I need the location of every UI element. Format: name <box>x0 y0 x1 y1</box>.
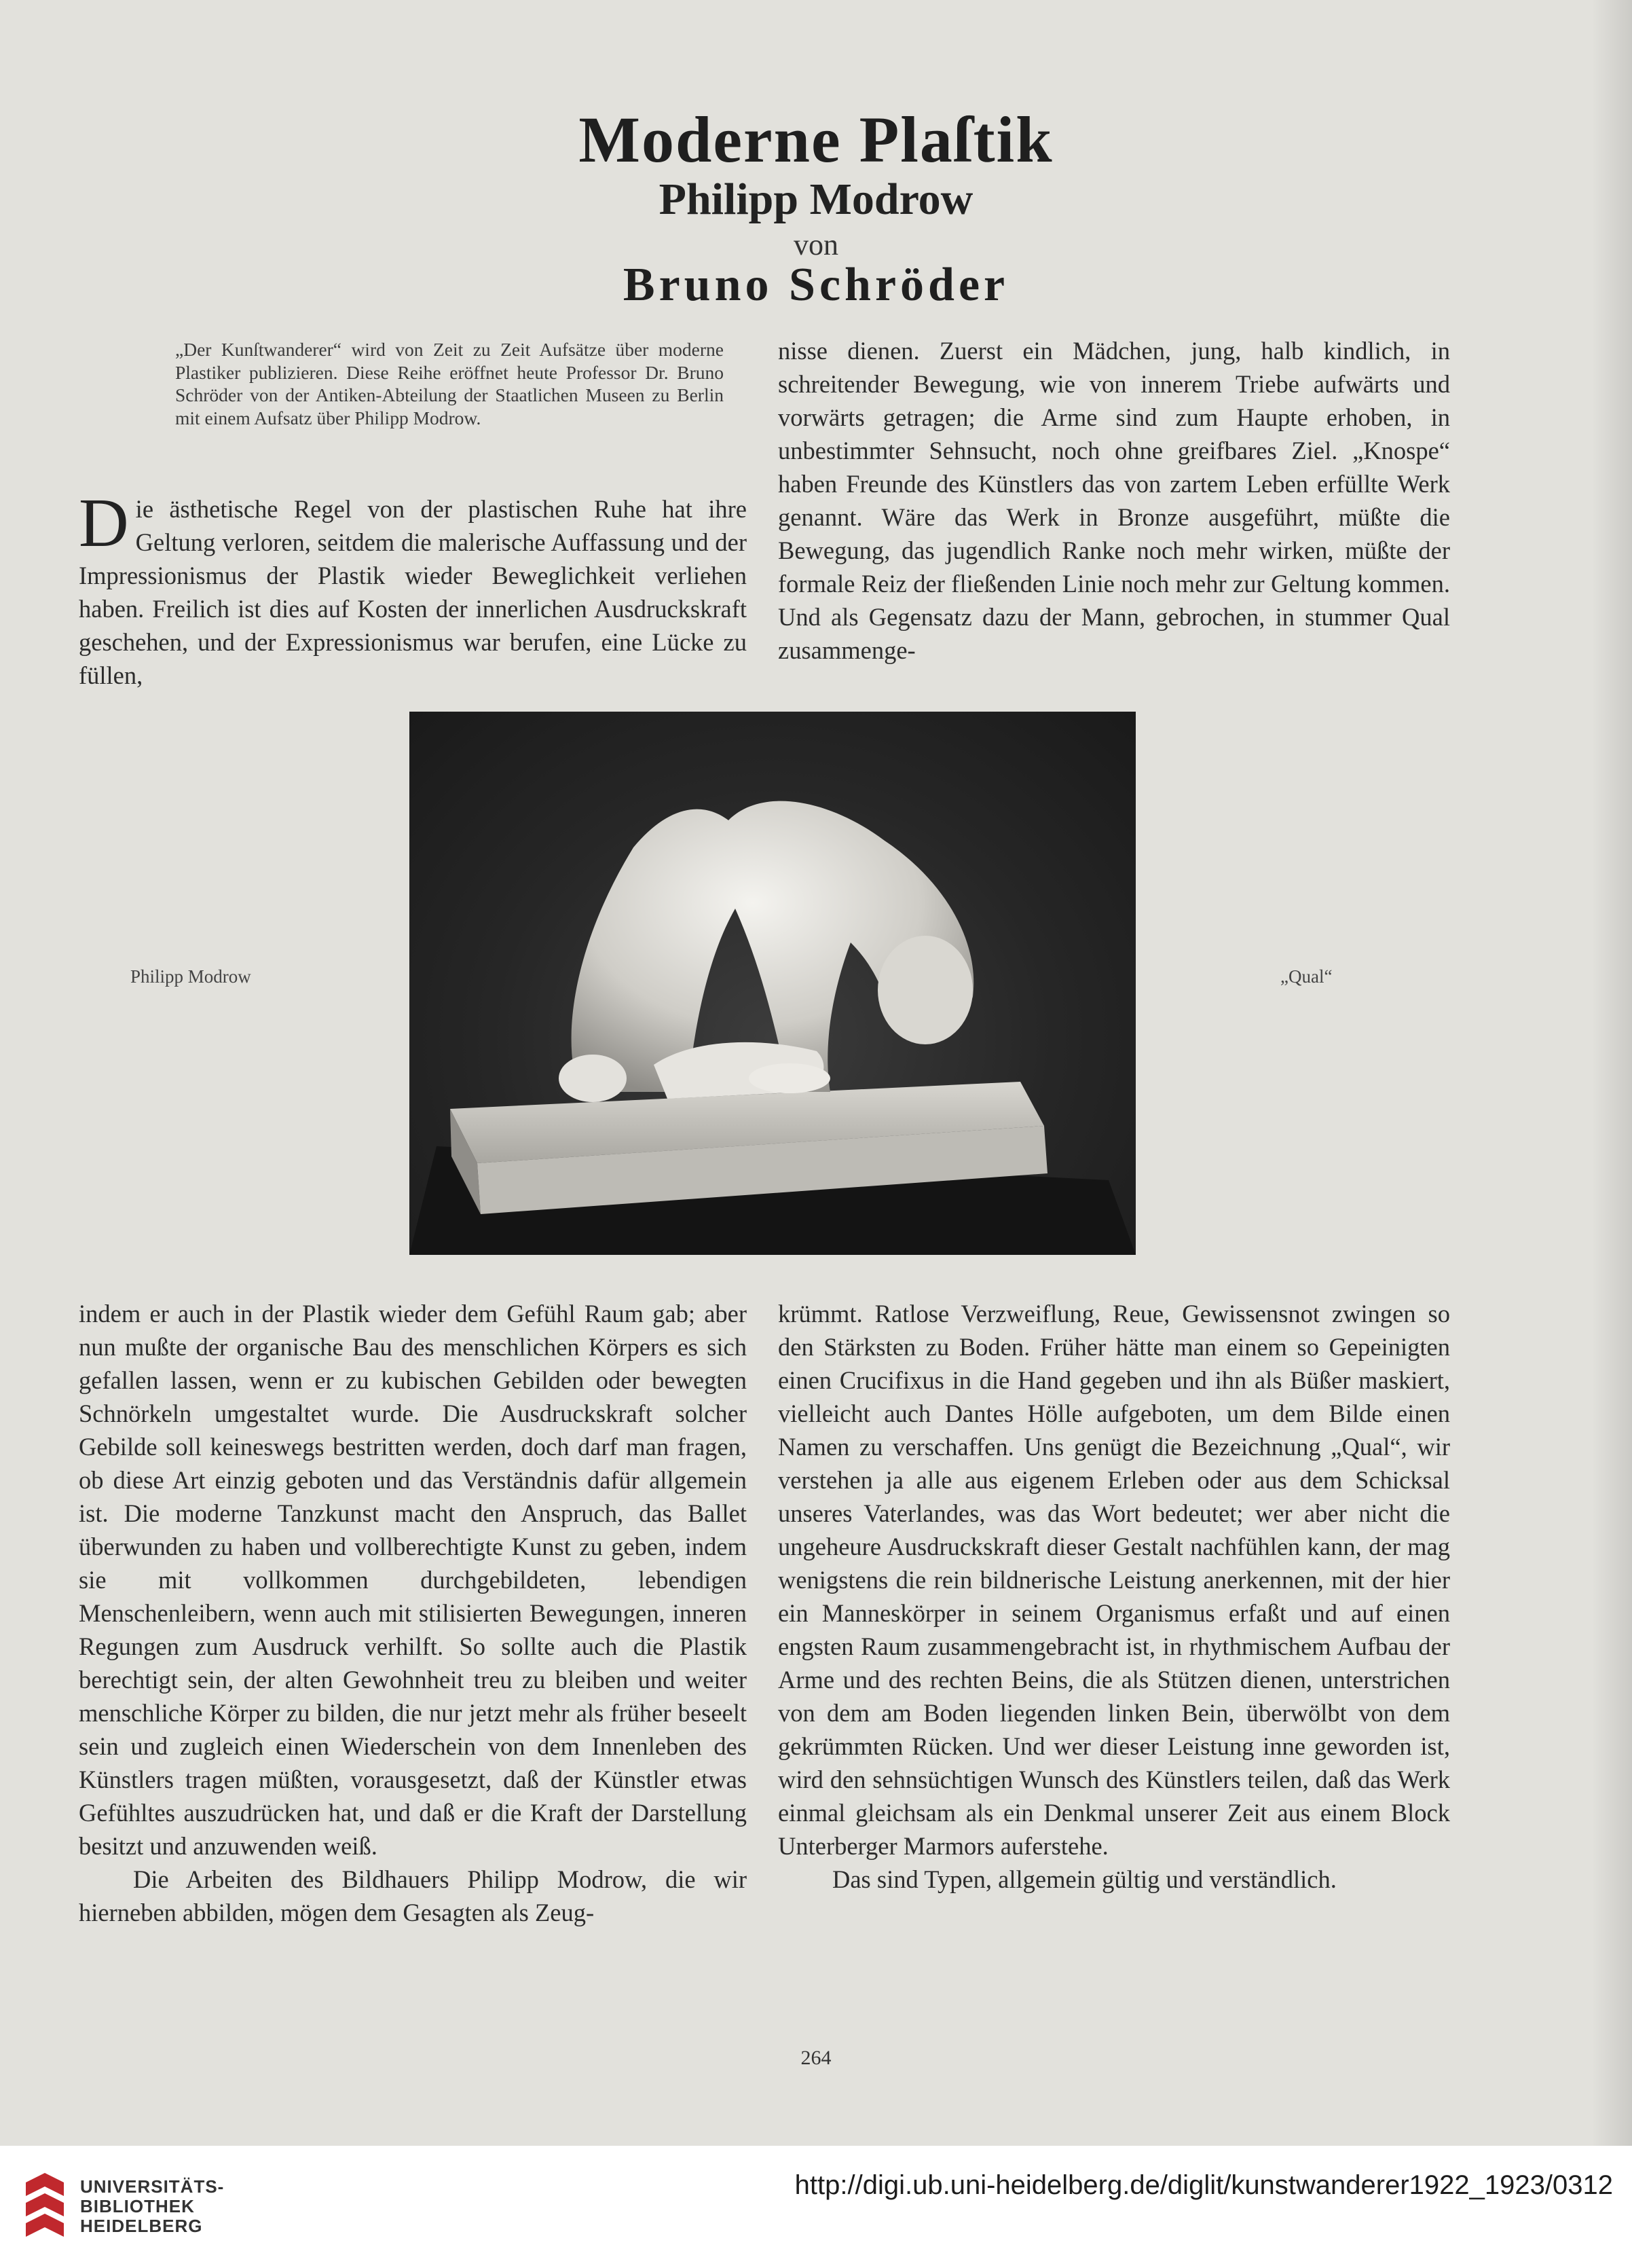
editorial-intro <box>175 338 724 429</box>
library-name-line3: HEIDELBERG <box>80 2216 203 2236</box>
article-author: Bruno Schröder <box>623 259 1009 311</box>
paragraph-right-1: krümmt. Ratlose Verzweiflung, Reue, Gewissensnot zwingen so den Stärksten zu Boden. Früher hätte man einem so Gepeinigten einen Crucifixus in die Hand gegeben und ihn als Büßer maskiert, vielleicht auch Dantes Hölle aufgeboten, um dem Bilde einen Namen zu verschaffen. Uns genügt die Bezeichnung „Qual“, wir verstehen ja alle aus eigenem Erleben oder aus dem Schicksal unseres Vaterlandes, was das Wort bedeutet; wer aber nicht die ungeheure Ausdruckskraft dieser Gestalt nachfühlen kann, der mag wenigstens die rein bildnerische Leistung anerkennen, mit der hier ein Manneskörper in seinem Organismus erfaßt und auf einen engsten Raum zusammengebracht ist, in rhythmischem Aufbau der Arme und des rechten Beins, die als Stützen dienen, unterstrichen von dem am Boden liegenden linken Bein, überwölbt von dem gekrümmten Rücken. Und wer dieser Leistung inne geworden ist, wird den sehnsüchtigen Wunsch des Künstlers teilen, daß das Werk einmal gleichsam als ein Denkmal unserer Zeit aus einem Block Unterberger Marmors auferstehe. <box>778 1300 1450 1860</box>
page-number: 264 <box>800 2047 832 2069</box>
paragraph-opening: ie ästhetische Regel von der plastischen Ruhe hat ihre Geltung verloren, seitdem die malerische Auffassung und der Impressionismus der Plastik wieder Beweglichkeit verliehen haben. Freilich ist dies auf Kosten der innerlichen Ausdruckskraft geschehen, und der Expressionismus war berufen, eine Lücke zu füllen, <box>79 495 747 689</box>
intro-text: „Der Kunſtwanderer“ wird von Zeit zu Zeit Aufsätze über moderne Plastiker publizieren. Diese Reihe eröffnet heute Professor Dr. Bruno Schröder von der Antiken-Abteilung der Staatlichen Museen zu Berlin mit einem Aufsatz über Philipp Modrow. <box>175 339 724 428</box>
paragraph-right-2: Das sind Typen, allgemein gültig und verständlich. <box>832 1865 1337 1893</box>
caption-title: „Qual“ <box>1280 966 1333 987</box>
column-left-bottom <box>79 1297 747 1929</box>
article-subtitle: Philipp Modrow <box>659 175 973 224</box>
library-name-line1: UNIVERSITÄTS- <box>80 2176 225 2197</box>
library-footer <box>0 2146 1632 2268</box>
byline-von: von <box>794 228 838 261</box>
university-library-logo-icon <box>20 2173 69 2244</box>
paragraph-left-2: Die Arbeiten des Bildhauers Philipp Modrow, die wir hierneben abbilden, mögen dem Gesagten als Zeug- <box>79 1865 747 1926</box>
column-right-bottom <box>778 1297 1450 1896</box>
sculpture-photograph <box>409 712 1136 1255</box>
library-name <box>80 2177 224 2236</box>
paragraph-left-1: indem er auch in der Plastik wieder dem Gefühl Raum gab; aber nun mußte der organische Bau des menschlichen Körpers es sich gefallen lassen, wenn er zu kubischen Gebilden oder bewegten Schnörkeln umgestaltet wurde. Die Ausdruckskraft solcher Gebilde soll keineswegs bestritten werden, doch darf man fragen, ob diese Art einzig geboten und das Verständnis dafür allgemein ist. Die moderne Tanzkunst macht den Anspruch, das Ballet überwunden zu haben und vollberechtigte Kunst zu geben, indem sie mit vollkommen durchgebildeten, lebendigen Menschenleibern, wenn auch mit stilisierten Bewegungen, inneren Regungen zum Ausdruck verhilft. So sollte auch die Plastik berechtigt sein, der alten Gewohnheit treu zu bleiben und weiter menschliche Körper zu bilden, die nur jetzt mehr als früher beseelt sein und zugleich einen Wiederschein von dem Innenleben des Künstlers tragen müßten, vorausgesetzt, daß der Künstler etwas Gefühltes auszudrücken hat, und daß er die Kraft der Darstellung besitzt und anzuwenden weiß. <box>79 1300 747 1860</box>
column-right-top <box>778 334 1450 667</box>
sculpture-image <box>409 712 1136 1255</box>
article-title: Moderne Plaſtik <box>578 103 1054 176</box>
permalink-url[interactable]: http://digi.ub.uni-heidelberg.de/diglit/kunstwanderer1922_1923/0312 <box>794 2170 1613 2200</box>
library-name-line2: BIBLIOTHEK <box>80 2196 195 2216</box>
page-edge-shadow <box>1591 0 1632 2146</box>
drop-cap: D <box>79 485 129 562</box>
column-left-top <box>79 485 747 692</box>
paragraph-right-top: nisse dienen. Zuerst ein Mädchen, jung, halb kindlich, in schreitender Bewegung, wie von innerem Triebe aufwärts und vorwärts getragen; die Arme sind zum Haupte erhoben, in unbestimmter Sehnsucht, noch ohne greifbares Ziel. „Knospe“ haben Freunde des Künstlers das von zartem Leben erfüllte Werk genannt. Wäre das Werk in Bronze ausgeführt, müßte die Bewegung, das jugendlich Ranke noch mehr wirken, müßte der formale Reiz der fließenden Linie noch mehr zur Geltung kommen. Und als Gegensatz dazu der Mann, gebrochen, in stummer Qual zusammenge- <box>778 337 1450 664</box>
caption-artist: Philipp Modrow <box>130 966 251 987</box>
